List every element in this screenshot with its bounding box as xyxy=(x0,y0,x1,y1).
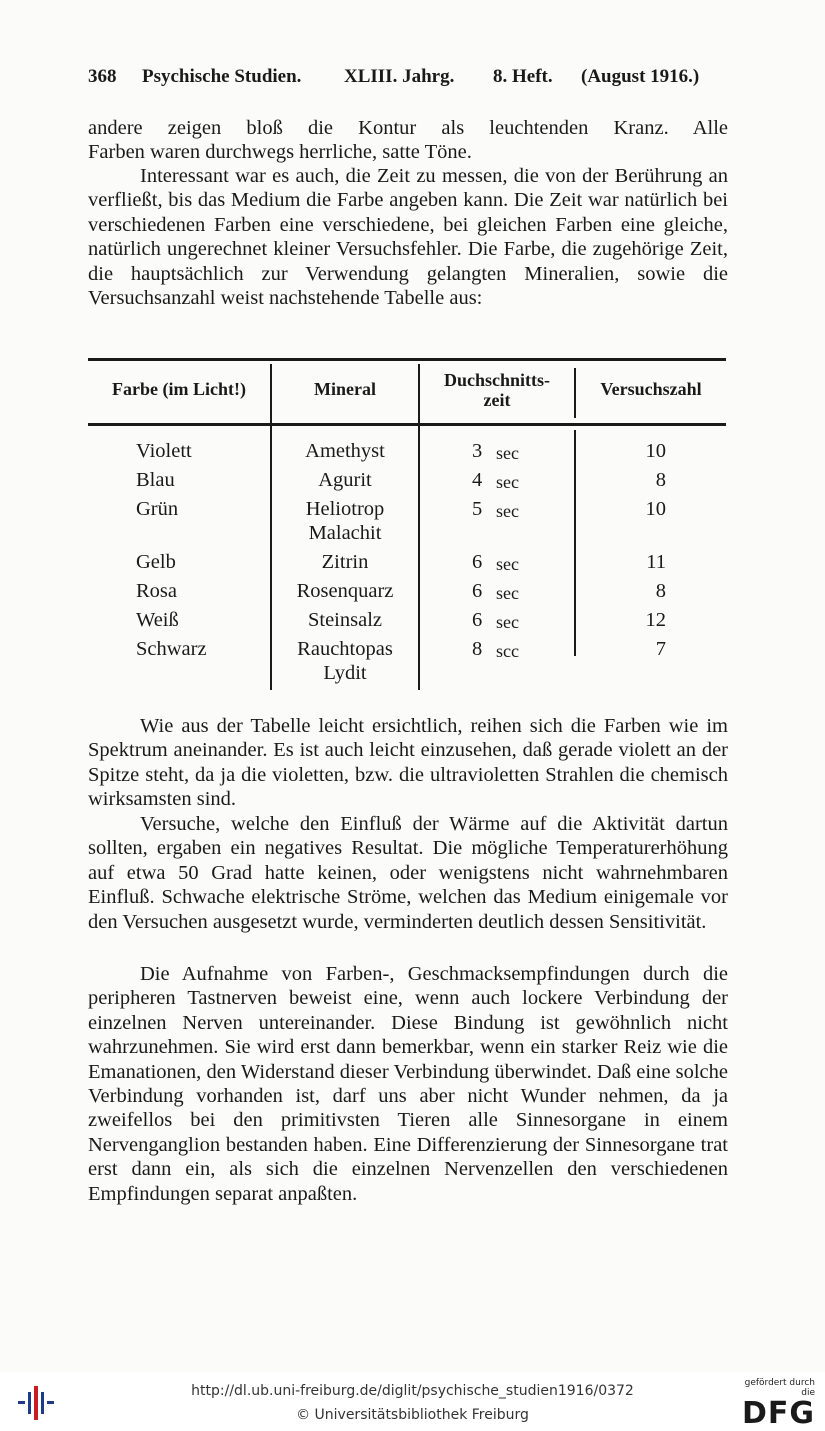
table-cell-farbe: Weiß xyxy=(136,609,179,631)
running-header xyxy=(88,66,728,100)
header-zeit-line1: Duchschnitts- xyxy=(443,370,550,390)
table-cell-zeit: 6 xyxy=(472,609,483,631)
table-cell-anzahl: 8 xyxy=(655,469,666,491)
table-cell-zeit: 3 xyxy=(472,440,483,462)
table-top-rule xyxy=(88,358,726,361)
dfg-logo xyxy=(735,1378,815,1431)
header-farbe: Farbe (im Licht!) xyxy=(112,379,246,399)
table-cell-farbe: Schwarz xyxy=(136,638,207,660)
table-cell-mineral: Steinsalz xyxy=(307,609,382,631)
table-cell-anzahl: 11 xyxy=(646,551,666,573)
table-cell-anzahl: 7 xyxy=(655,638,666,660)
table-cell-farbe: Violett xyxy=(136,440,192,462)
table-header-rule xyxy=(88,423,726,426)
header-versuchszahl: Versuchszahl xyxy=(600,379,702,399)
paragraph-3 xyxy=(88,714,728,812)
date: (August 1916.) xyxy=(581,66,700,87)
issue: 8. Heft. xyxy=(493,66,553,87)
table-cell-farbe: Blau xyxy=(136,469,175,491)
table-cell-unit: scc xyxy=(496,641,519,661)
header-mineral: Mineral xyxy=(314,379,376,399)
table-cell-zeit: 5 xyxy=(472,498,483,520)
header-zeit-line2: zeit xyxy=(483,390,511,410)
table-col-divider-2 xyxy=(418,364,420,690)
table-cell-farbe: Gelb xyxy=(136,551,176,573)
table-cell-zeit: 6 xyxy=(472,551,483,573)
paragraph-3-text: Wie aus der Tabelle leicht ersichtlich, reihen sich die Farben wie im Spektrum aneinander. Es ist auch leicht einzusehen, daß gerade violett an der Spitze steht, da ja die violetten, bzw. die ultravioletten Strahlen die chemisch wirksamsten sind. xyxy=(88,715,728,811)
source-url[interactable]: http://dl.ub.uni-freiburg.de/diglit/psychische_studien1916/0372 xyxy=(191,1383,634,1399)
paragraph-2 xyxy=(88,164,728,310)
table-cell-unit: sec xyxy=(496,583,519,603)
funding-text: gefördert durch die xyxy=(744,1378,815,1398)
paragraph-1-line-1: andere zeigen bloß die Kontur als leuchtenden Kranz. Alle xyxy=(88,117,728,139)
table-cell-mineral: Rosenquarz xyxy=(296,580,394,602)
table-cell-zeit: 6 xyxy=(472,580,483,602)
table-cell-zeit: 8 xyxy=(472,638,483,660)
table-cell-mineral-2: Malachit xyxy=(308,522,382,544)
table-cell-anzahl: 12 xyxy=(645,609,666,631)
table-cell-mineral-2: Lydit xyxy=(323,662,367,684)
table-cell-zeit: 4 xyxy=(472,469,483,491)
paragraph-5-text: Die Aufnahme von Farben-, Geschmacksempfindungen durch die peripheren Tastnerven beweist eine, wenn auch lockere Verbindung der einzelnen Nerven untereinander. Diese Bindung ist gewöhnlich nicht wahrzunehmen. Sie wird erst dann bemerkbar, wenn ein starker Reiz wie die Emanationen, den Widerstand dieser Verbindung überwindet. Daß eine solche Verbindung vorhanden ist, darf uns aber nicht Wunder nehmen, da ja zweifellos bei den primitivsten Tieren alle Sinnesorgane in einem Nervenganglion bestanden haben. Eine Differenzierung der Sinnesorgane trat erst dann ein, als sich die einzelnen Nervenzellen den verschiedenen Empfindungen separat anpaßten. xyxy=(88,963,728,1205)
table-cell-unit: sec xyxy=(496,612,519,632)
paragraph-5 xyxy=(88,962,728,1206)
journal-title: Psychische Studien. xyxy=(142,66,302,87)
table-cell-anzahl: 10 xyxy=(645,498,666,520)
table-cell-mineral: Zitrin xyxy=(321,551,369,573)
table-cell-unit: sec xyxy=(496,554,519,574)
paragraph-4-text: Versuche, welche den Einfluß der Wärme auf die Aktivität dartun sollten, ergaben ein negatives Resultat. Die mögliche Temperaturerhöhung auf etwa 50 Grad hatte keinen, oder wenigstens nicht wahrnehmbaren Einfluß. Schwache elektrische Ströme, welchen das Medium einigemale vor den Versuchen ausgesetzt wurde, verminderten deutlich dessen Sensitivität. xyxy=(88,813,728,933)
table-cell-unit: sec xyxy=(496,472,519,492)
table-cell-unit: sec xyxy=(496,501,519,521)
table-cell-mineral: Rauchtopas xyxy=(297,638,393,660)
table-cell-unit: sec xyxy=(496,443,519,463)
paragraph-2-text: Interessant war es auch, die Zeit zu messen, die von der Berührung an verfließt, bis das Medium die Farbe angeben kann. Die Zeit war natürlich bei verschiedenen Farben eine verschiedene, bei gleichen Farben eine gleiche, natürlich ungerechnet kleiner Versuchsfehler. Die Farbe, die zugehörige Zeit, die hauptsächlich zur Verwendung gelangten Mineralien, sowie die Versuchsanzahl weist nachstehende Tabelle aus: xyxy=(88,165,728,310)
table-cell-mineral: Agurit xyxy=(318,469,372,491)
paragraph-1 xyxy=(88,116,728,165)
table-cell-anzahl: 8 xyxy=(655,580,666,602)
page-number: 368 xyxy=(88,66,117,87)
table-cell-farbe: Grün xyxy=(136,498,179,520)
paragraph-4 xyxy=(88,812,728,934)
volume: XLIII. Jahrg. xyxy=(344,66,455,87)
dfg-logo-text: DFG xyxy=(741,1396,815,1431)
table-cell-anzahl: 10 xyxy=(645,440,666,462)
table-cell-mineral: Heliotrop xyxy=(305,498,385,520)
table-cell-mineral: Amethyst xyxy=(305,440,385,462)
copyright: © Universitätsbibliothek Freiburg xyxy=(296,1407,529,1423)
table-cell-farbe: Rosa xyxy=(136,580,177,602)
paragraph-1-line-2: Farben waren durchwegs herrliche, satte Töne. xyxy=(88,141,472,164)
results-table xyxy=(88,358,726,694)
